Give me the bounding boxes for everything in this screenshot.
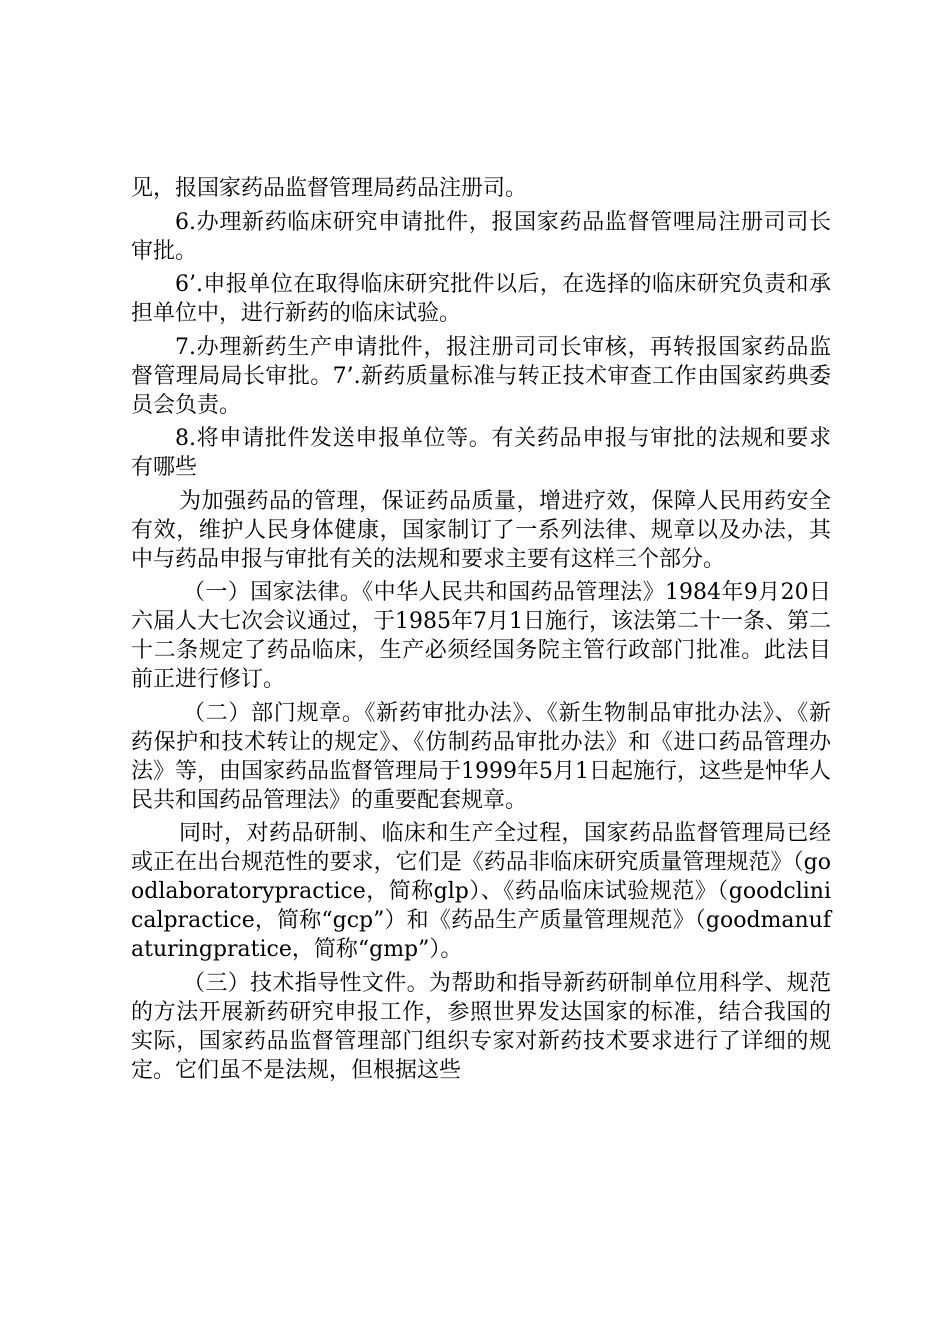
paragraph-gxp-standards: 同时，对药品研制、临床和生产全过程，国家药品监督管理局已经或正在出台规范性的要求，它们是《药品非临床研究质量管理规范》（goodlaboratorypractice，简称glp）、《药品临床试验规范》（goodclinicalpractice，简称“gcp”）和《药品生产质量管理规范》（goodmanufaturingpratice，简称“gmp”）。: [131, 821, 831, 962]
paragraph-national-law: （一）国家法律。《中华人民共和国药品管理法》1984年9月20日六届人大七次会议通过，于1985年7月1日施行，该法第二十一条、第二十二条规定了药品临床，生产必须经国务院主管行政部门批准。此法目前正进行修订。: [131, 580, 831, 692]
paragraph-step-6: 6.办理新药临床研究申请批件，报国家药品监督管哩局注册司司长审批。: [131, 209, 831, 264]
paragraph-continuation: 见，报国家药品监督管理局药品注册司。: [131, 176, 528, 201]
paragraph-intro: 为加强药品的管理，保证药品质量，增进疗效，保障人民用药安全有效，维护人民身体健康，国家制订了一系列法律、规章以及办法，其中与药品申报与审批有关的法规和要求主要有这样三个部分。: [131, 488, 831, 572]
paragraph-step-6-prime: 6’.申报单位在取得临床研究批件以后，在选择的临床研究负责和承担单位中，进行新药的临床试验。: [131, 272, 831, 326]
paragraph-step-8: 8.将申请批件发送申报单位等。有关药品申报与审批的法规和要求有哪些: [131, 426, 831, 480]
paragraph-department-rules: （二）部门规章。《新药审批办法》、《新生物制品审批办法》、《新药保护和技术转让的规定》、《仿制药品审批办法》和《进口药品管理办法》等，由国家药品监督管理局于1999年5月1日起施行，这些是忡华人民共和国药品管理法》的重要配套规章。: [131, 700, 831, 813]
paragraph-step-7: 7.办理新药生产申请批件，报注册司司长审核，再转报国家药品监督管理局局长审批。7’.新药质量标准与转正技术审查工作由国家药典委员会负责。: [131, 334, 831, 418]
paragraph-technical-guidance: （三）技术指导性文件。为帮助和指导新药研制单位用科学、规范的方法开展新药研究申报工作，参照世界发达国家的标准，结合我国的实际，国家药品监督管理部门组织专家对新药技术要求进行了详细的规定。它们虽不是法规，但根据这些: [131, 970, 831, 1083]
document-body: [131, 174, 831, 1089]
